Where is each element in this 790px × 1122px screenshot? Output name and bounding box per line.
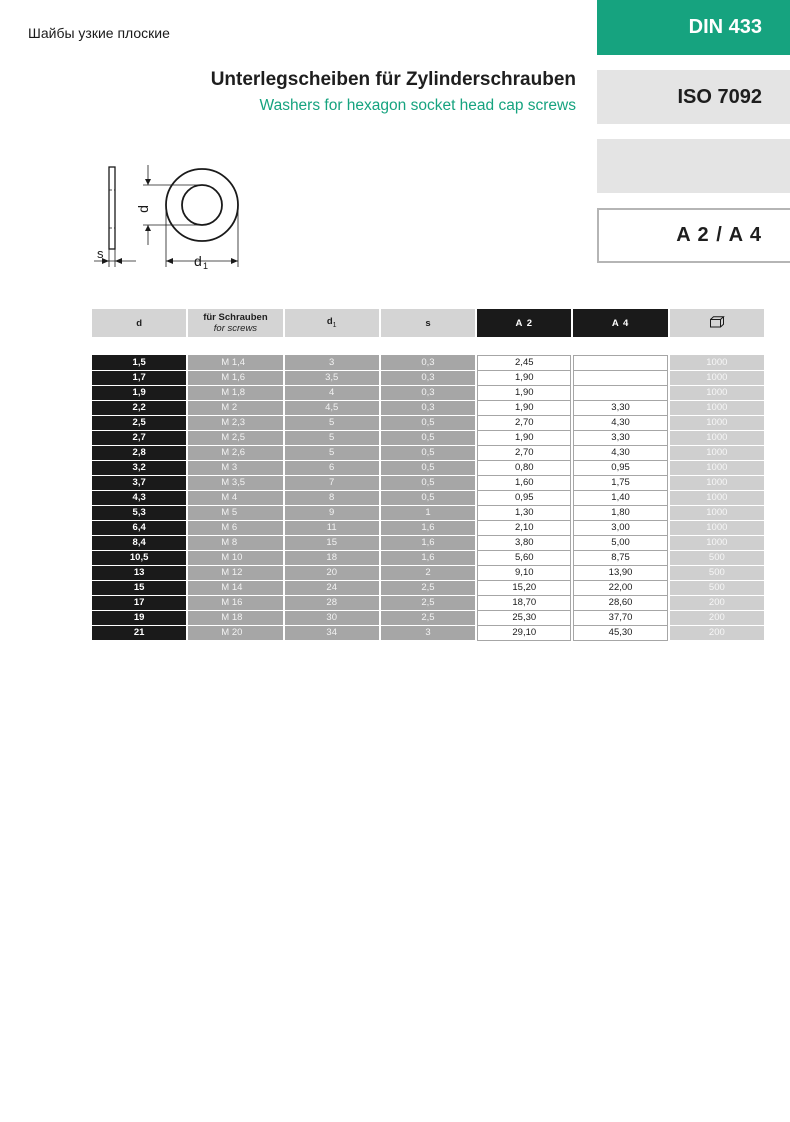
table-row	[92, 476, 764, 491]
cell-a4: 22,00	[573, 581, 667, 596]
cell-screw: M 3,5	[188, 476, 282, 491]
specification-table	[90, 309, 766, 641]
cell-a4	[573, 386, 667, 401]
cell-s: 2,5	[381, 611, 475, 626]
table-row	[92, 355, 764, 371]
cell-pack-qty: 1000	[670, 371, 764, 386]
cell-d1: 9	[285, 506, 379, 521]
table-row	[92, 566, 764, 581]
table-row	[92, 611, 764, 626]
cell-pack-qty: 1000	[670, 401, 764, 416]
cell-a2: 1,30	[477, 506, 571, 521]
cell-d1: 3,5	[285, 371, 379, 386]
cell-s: 0,5	[381, 431, 475, 446]
cell-d1: 20	[285, 566, 379, 581]
iso-standard-badge: ISO 7092	[597, 70, 790, 124]
cell-screw: M 2	[188, 401, 282, 416]
cell-a2: 1,90	[477, 401, 571, 416]
table-row	[92, 596, 764, 611]
cell-screw: M 1,6	[188, 371, 282, 386]
cell-a4: 3,30	[573, 401, 667, 416]
cell-a2: 2,70	[477, 446, 571, 461]
cell-d: 3,2	[92, 461, 186, 476]
cell-d: 10,5	[92, 551, 186, 566]
cell-a2: 1,90	[477, 386, 571, 401]
cell-d1: 5	[285, 431, 379, 446]
header-d1	[285, 309, 379, 337]
cell-pack-qty: 500	[670, 551, 764, 566]
table-row	[92, 401, 764, 416]
header-screws-en: for screws	[213, 323, 258, 334]
cell-pack-qty: 1000	[670, 521, 764, 536]
cell-pack-qty: 1000	[670, 386, 764, 401]
cell-d: 2,7	[92, 431, 186, 446]
cell-pack-qty: 1000	[670, 416, 764, 431]
table-header-row	[92, 309, 764, 337]
cell-d: 2,2	[92, 401, 186, 416]
cell-d1: 5	[285, 446, 379, 461]
cell-screw: M 14	[188, 581, 282, 596]
washer-drawing	[88, 155, 248, 275]
cell-screw: M 2,6	[188, 446, 282, 461]
cell-screw: M 2,5	[188, 431, 282, 446]
cell-a2: 2,70	[477, 416, 571, 431]
cell-a2: 29,10	[477, 626, 571, 641]
cell-screw: M 20	[188, 626, 282, 641]
table-row	[92, 626, 764, 641]
header-d1-subscript: 1	[332, 321, 337, 329]
cell-s: 1	[381, 506, 475, 521]
table-row	[92, 536, 764, 551]
cell-a4: 3,30	[573, 431, 667, 446]
table-row	[92, 371, 764, 386]
cell-s: 2	[381, 566, 475, 581]
cell-a4: 45,30	[573, 626, 667, 641]
cell-d: 8,4	[92, 536, 186, 551]
cell-d: 1,5	[92, 355, 186, 371]
table-row	[92, 446, 764, 461]
material-badge: A 2 / A 4	[597, 208, 790, 263]
label-s: s	[97, 246, 104, 261]
cell-a2: 1,90	[477, 431, 571, 446]
cell-pack-qty: 200	[670, 611, 764, 626]
table-row	[92, 521, 764, 536]
cell-d1: 6	[285, 461, 379, 476]
cell-a4: 0,95	[573, 461, 667, 476]
cell-d1: 34	[285, 626, 379, 641]
din-standard-badge: DIN 433	[597, 0, 790, 55]
table-row	[92, 386, 764, 401]
russian-title: Шайбы узкие плоские	[28, 25, 170, 41]
cell-d: 17	[92, 596, 186, 611]
header-a4: A 4	[573, 309, 667, 337]
package-box-icon	[709, 316, 725, 328]
cell-a4: 28,60	[573, 596, 667, 611]
cell-a2: 25,30	[477, 611, 571, 626]
cell-s: 0,3	[381, 355, 475, 371]
cell-a2: 2,10	[477, 521, 571, 536]
header-screws	[188, 309, 282, 337]
cell-d1: 7	[285, 476, 379, 491]
cell-s: 0,5	[381, 461, 475, 476]
cell-d: 4,3	[92, 491, 186, 506]
cell-screw: M 10	[188, 551, 282, 566]
label-d1-subscript: 1	[203, 261, 209, 271]
cell-d: 2,8	[92, 446, 186, 461]
table-row	[92, 581, 764, 596]
cell-d1: 18	[285, 551, 379, 566]
cell-a2: 5,60	[477, 551, 571, 566]
cell-a4	[573, 371, 667, 386]
cell-a4	[573, 355, 667, 371]
cell-s: 0,5	[381, 476, 475, 491]
cell-screw: M 16	[188, 596, 282, 611]
cell-d1: 4	[285, 386, 379, 401]
washer-inner-circle	[182, 185, 222, 225]
cell-s: 1,6	[381, 551, 475, 566]
cell-pack-qty: 1000	[670, 491, 764, 506]
cell-a4: 3,00	[573, 521, 667, 536]
cell-d1: 15	[285, 536, 379, 551]
header-d1-label: d	[326, 315, 333, 327]
cell-s: 0,5	[381, 416, 475, 431]
cell-d: 15	[92, 581, 186, 596]
table-row	[92, 491, 764, 506]
cell-pack-qty: 1000	[670, 536, 764, 551]
page-subtitle: Washers for hexagon socket head cap screws	[259, 97, 576, 114]
cell-s: 0,3	[381, 371, 475, 386]
label-d1: d	[194, 253, 202, 269]
header-pack	[670, 309, 764, 337]
cell-d: 2,5	[92, 416, 186, 431]
cell-d: 13	[92, 566, 186, 581]
cell-d1: 8	[285, 491, 379, 506]
cell-a2: 1,60	[477, 476, 571, 491]
cell-pack-qty: 1000	[670, 355, 764, 371]
cell-s: 0,3	[381, 386, 475, 401]
cell-s: 1,6	[381, 536, 475, 551]
cell-a2: 2,45	[477, 355, 571, 371]
cell-screw: M 1,4	[188, 355, 282, 371]
header-s: s	[381, 309, 475, 337]
cell-a2: 3,80	[477, 536, 571, 551]
cell-s: 2,5	[381, 581, 475, 596]
cell-screw: M 4	[188, 491, 282, 506]
cell-screw: M 18	[188, 611, 282, 626]
label-d: d	[135, 205, 151, 213]
table-row	[92, 431, 764, 446]
table-row	[92, 551, 764, 566]
cell-s: 2,5	[381, 596, 475, 611]
cell-screw: M 6	[188, 521, 282, 536]
cell-a4: 1,40	[573, 491, 667, 506]
cell-a4: 5,00	[573, 536, 667, 551]
cell-d1: 4,5	[285, 401, 379, 416]
cell-a2: 0,95	[477, 491, 571, 506]
cell-s: 0,3	[381, 401, 475, 416]
header-a2: A 2	[477, 309, 571, 337]
empty-badge	[597, 139, 790, 193]
cell-d1: 11	[285, 521, 379, 536]
cell-d: 1,7	[92, 371, 186, 386]
cell-d: 6,4	[92, 521, 186, 536]
cell-screw: M 12	[188, 566, 282, 581]
washer-outer-circle	[166, 169, 238, 241]
washer-side-view	[109, 167, 115, 249]
cell-screw: M 3	[188, 461, 282, 476]
cell-a4: 8,75	[573, 551, 667, 566]
cell-a4: 1,80	[573, 506, 667, 521]
cell-d: 5,3	[92, 506, 186, 521]
cell-screw: M 5	[188, 506, 282, 521]
cell-d1: 28	[285, 596, 379, 611]
cell-a4: 4,30	[573, 416, 667, 431]
cell-d: 3,7	[92, 476, 186, 491]
cell-pack-qty: 500	[670, 581, 764, 596]
cell-screw: M 2,3	[188, 416, 282, 431]
cell-screw: M 1,8	[188, 386, 282, 401]
cell-pack-qty: 1000	[670, 476, 764, 491]
table-row	[92, 416, 764, 431]
cell-pack-qty: 1000	[670, 446, 764, 461]
cell-a2: 15,20	[477, 581, 571, 596]
cell-a4: 1,75	[573, 476, 667, 491]
table-row	[92, 461, 764, 476]
cell-pack-qty: 200	[670, 596, 764, 611]
cell-d1: 5	[285, 416, 379, 431]
cell-s: 1,6	[381, 521, 475, 536]
cell-a4: 13,90	[573, 566, 667, 581]
cell-d: 19	[92, 611, 186, 626]
cell-s: 0,5	[381, 446, 475, 461]
cell-pack-qty: 200	[670, 626, 764, 641]
cell-pack-qty: 500	[670, 566, 764, 581]
cell-pack-qty: 1000	[670, 506, 764, 521]
cell-a2: 18,70	[477, 596, 571, 611]
cell-pack-qty: 1000	[670, 431, 764, 446]
cell-d: 21	[92, 626, 186, 641]
cell-s: 0,5	[381, 491, 475, 506]
cell-a2: 0,80	[477, 461, 571, 476]
cell-screw: M 8	[188, 536, 282, 551]
cell-d1: 30	[285, 611, 379, 626]
cell-a4: 37,70	[573, 611, 667, 626]
header-screws-de: für Schrauben	[203, 312, 268, 323]
cell-d: 1,9	[92, 386, 186, 401]
cell-a2: 1,90	[477, 371, 571, 386]
cell-d1: 24	[285, 581, 379, 596]
cell-pack-qty: 1000	[670, 461, 764, 476]
cell-a2: 9,10	[477, 566, 571, 581]
cell-d1: 3	[285, 355, 379, 371]
cell-s: 3	[381, 626, 475, 641]
page-title: Unterlegscheiben für Zylinderschrauben	[210, 69, 576, 90]
table-row	[92, 506, 764, 521]
header-d: d	[92, 309, 186, 337]
cell-a4: 4,30	[573, 446, 667, 461]
